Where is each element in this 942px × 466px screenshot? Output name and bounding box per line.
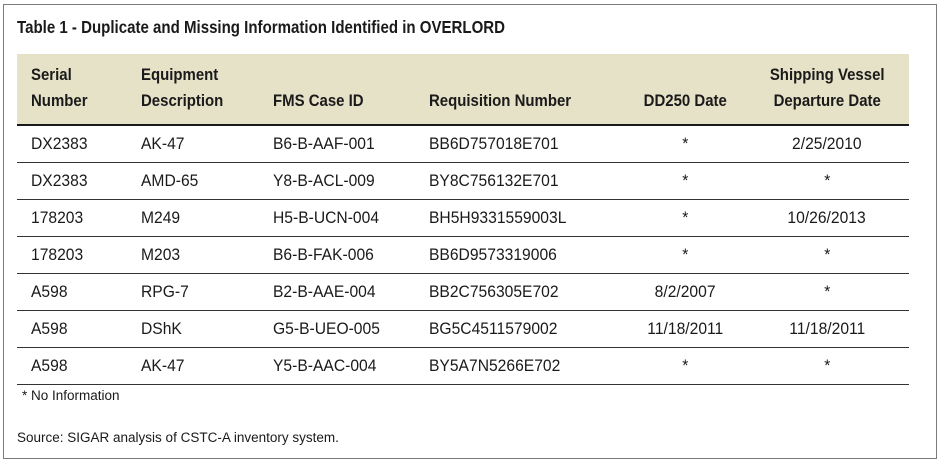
cell-serial-number: 178203 (17, 237, 141, 274)
cell-departure-date: * (745, 237, 909, 274)
cell-serial-number: DX2383 (17, 163, 141, 200)
cell-departure-date: * (745, 348, 909, 385)
data-table (17, 54, 909, 385)
cell-equipment-description: AMD-65 (141, 163, 273, 200)
cell-dd250-date: * (625, 348, 745, 385)
cell-dd250-date: * (625, 200, 745, 237)
cell-serial-number: A598 (17, 311, 141, 348)
header-fms-case-id: FMS Case ID (273, 54, 429, 125)
cell-requisition-number: BB2C756305E702 (429, 274, 625, 311)
cell-equipment-description: DShK (141, 311, 273, 348)
cell-dd250-date: * (625, 237, 745, 274)
cell-fms-case-id: B6-B-FAK-006 (273, 237, 429, 274)
cell-equipment-description: AK-47 (141, 348, 273, 385)
table-row (17, 274, 909, 311)
cell-fms-case-id: G5-B-UEO-005 (273, 311, 429, 348)
header-equipment-description: Equipment Description (141, 54, 273, 125)
cell-equipment-description: M249 (141, 200, 273, 237)
header-row (17, 54, 909, 125)
header-requisition-number: Requisition Number (429, 54, 625, 125)
cell-serial-number: A598 (17, 348, 141, 385)
footnote: * No Information (22, 388, 120, 403)
header-shipping-vessel-departure-date: Shipping Vessel Departure Date (745, 54, 909, 125)
cell-dd250-date: * (625, 163, 745, 200)
cell-equipment-description: M203 (141, 237, 273, 274)
source-note: Source: SIGAR analysis of CSTC-A inventory system. (17, 430, 339, 445)
header-dd250-date: DD250 Date (625, 54, 745, 125)
cell-requisition-number: BY5A7N5266E702 (429, 348, 625, 385)
table-container (17, 54, 895, 385)
cell-serial-number: DX2383 (17, 125, 141, 163)
cell-departure-date: * (745, 274, 909, 311)
cell-equipment-description: AK-47 (141, 125, 273, 163)
cell-fms-case-id: B2-B-AAE-004 (273, 274, 429, 311)
table-row (17, 311, 909, 348)
table-title: Table 1 - Duplicate and Missing Information Identified in OVERLORD (17, 17, 506, 37)
cell-serial-number: 178203 (17, 200, 141, 237)
cell-dd250-date: 8/2/2007 (625, 274, 745, 311)
cell-fms-case-id: H5-B-UCN-004 (273, 200, 429, 237)
cell-serial-number: A598 (17, 274, 141, 311)
cell-requisition-number: BB6D757018E701 (429, 125, 625, 163)
table-row (17, 125, 909, 163)
cell-departure-date: 11/18/2011 (745, 311, 909, 348)
cell-dd250-date: 11/18/2011 (625, 311, 745, 348)
cell-requisition-number: BY8C756132E701 (429, 163, 625, 200)
cell-departure-date: * (745, 163, 909, 200)
header-serial-number: Serial Number (17, 54, 141, 125)
cell-requisition-number: BB6D9573319006 (429, 237, 625, 274)
table-row (17, 348, 909, 385)
table-row (17, 200, 909, 237)
cell-fms-case-id: Y8-B-ACL-009 (273, 163, 429, 200)
cell-requisition-number: BH5H9331559003L (429, 200, 625, 237)
cell-dd250-date: * (625, 125, 745, 163)
cell-departure-date: 2/25/2010 (745, 125, 909, 163)
table-row (17, 237, 909, 274)
cell-fms-case-id: B6-B-AAF-001 (273, 125, 429, 163)
cell-departure-date: 10/26/2013 (745, 200, 909, 237)
cell-requisition-number: BG5C4511579002 (429, 311, 625, 348)
table-row (17, 163, 909, 200)
cell-fms-case-id: Y5-B-AAC-004 (273, 348, 429, 385)
cell-equipment-description: RPG-7 (141, 274, 273, 311)
